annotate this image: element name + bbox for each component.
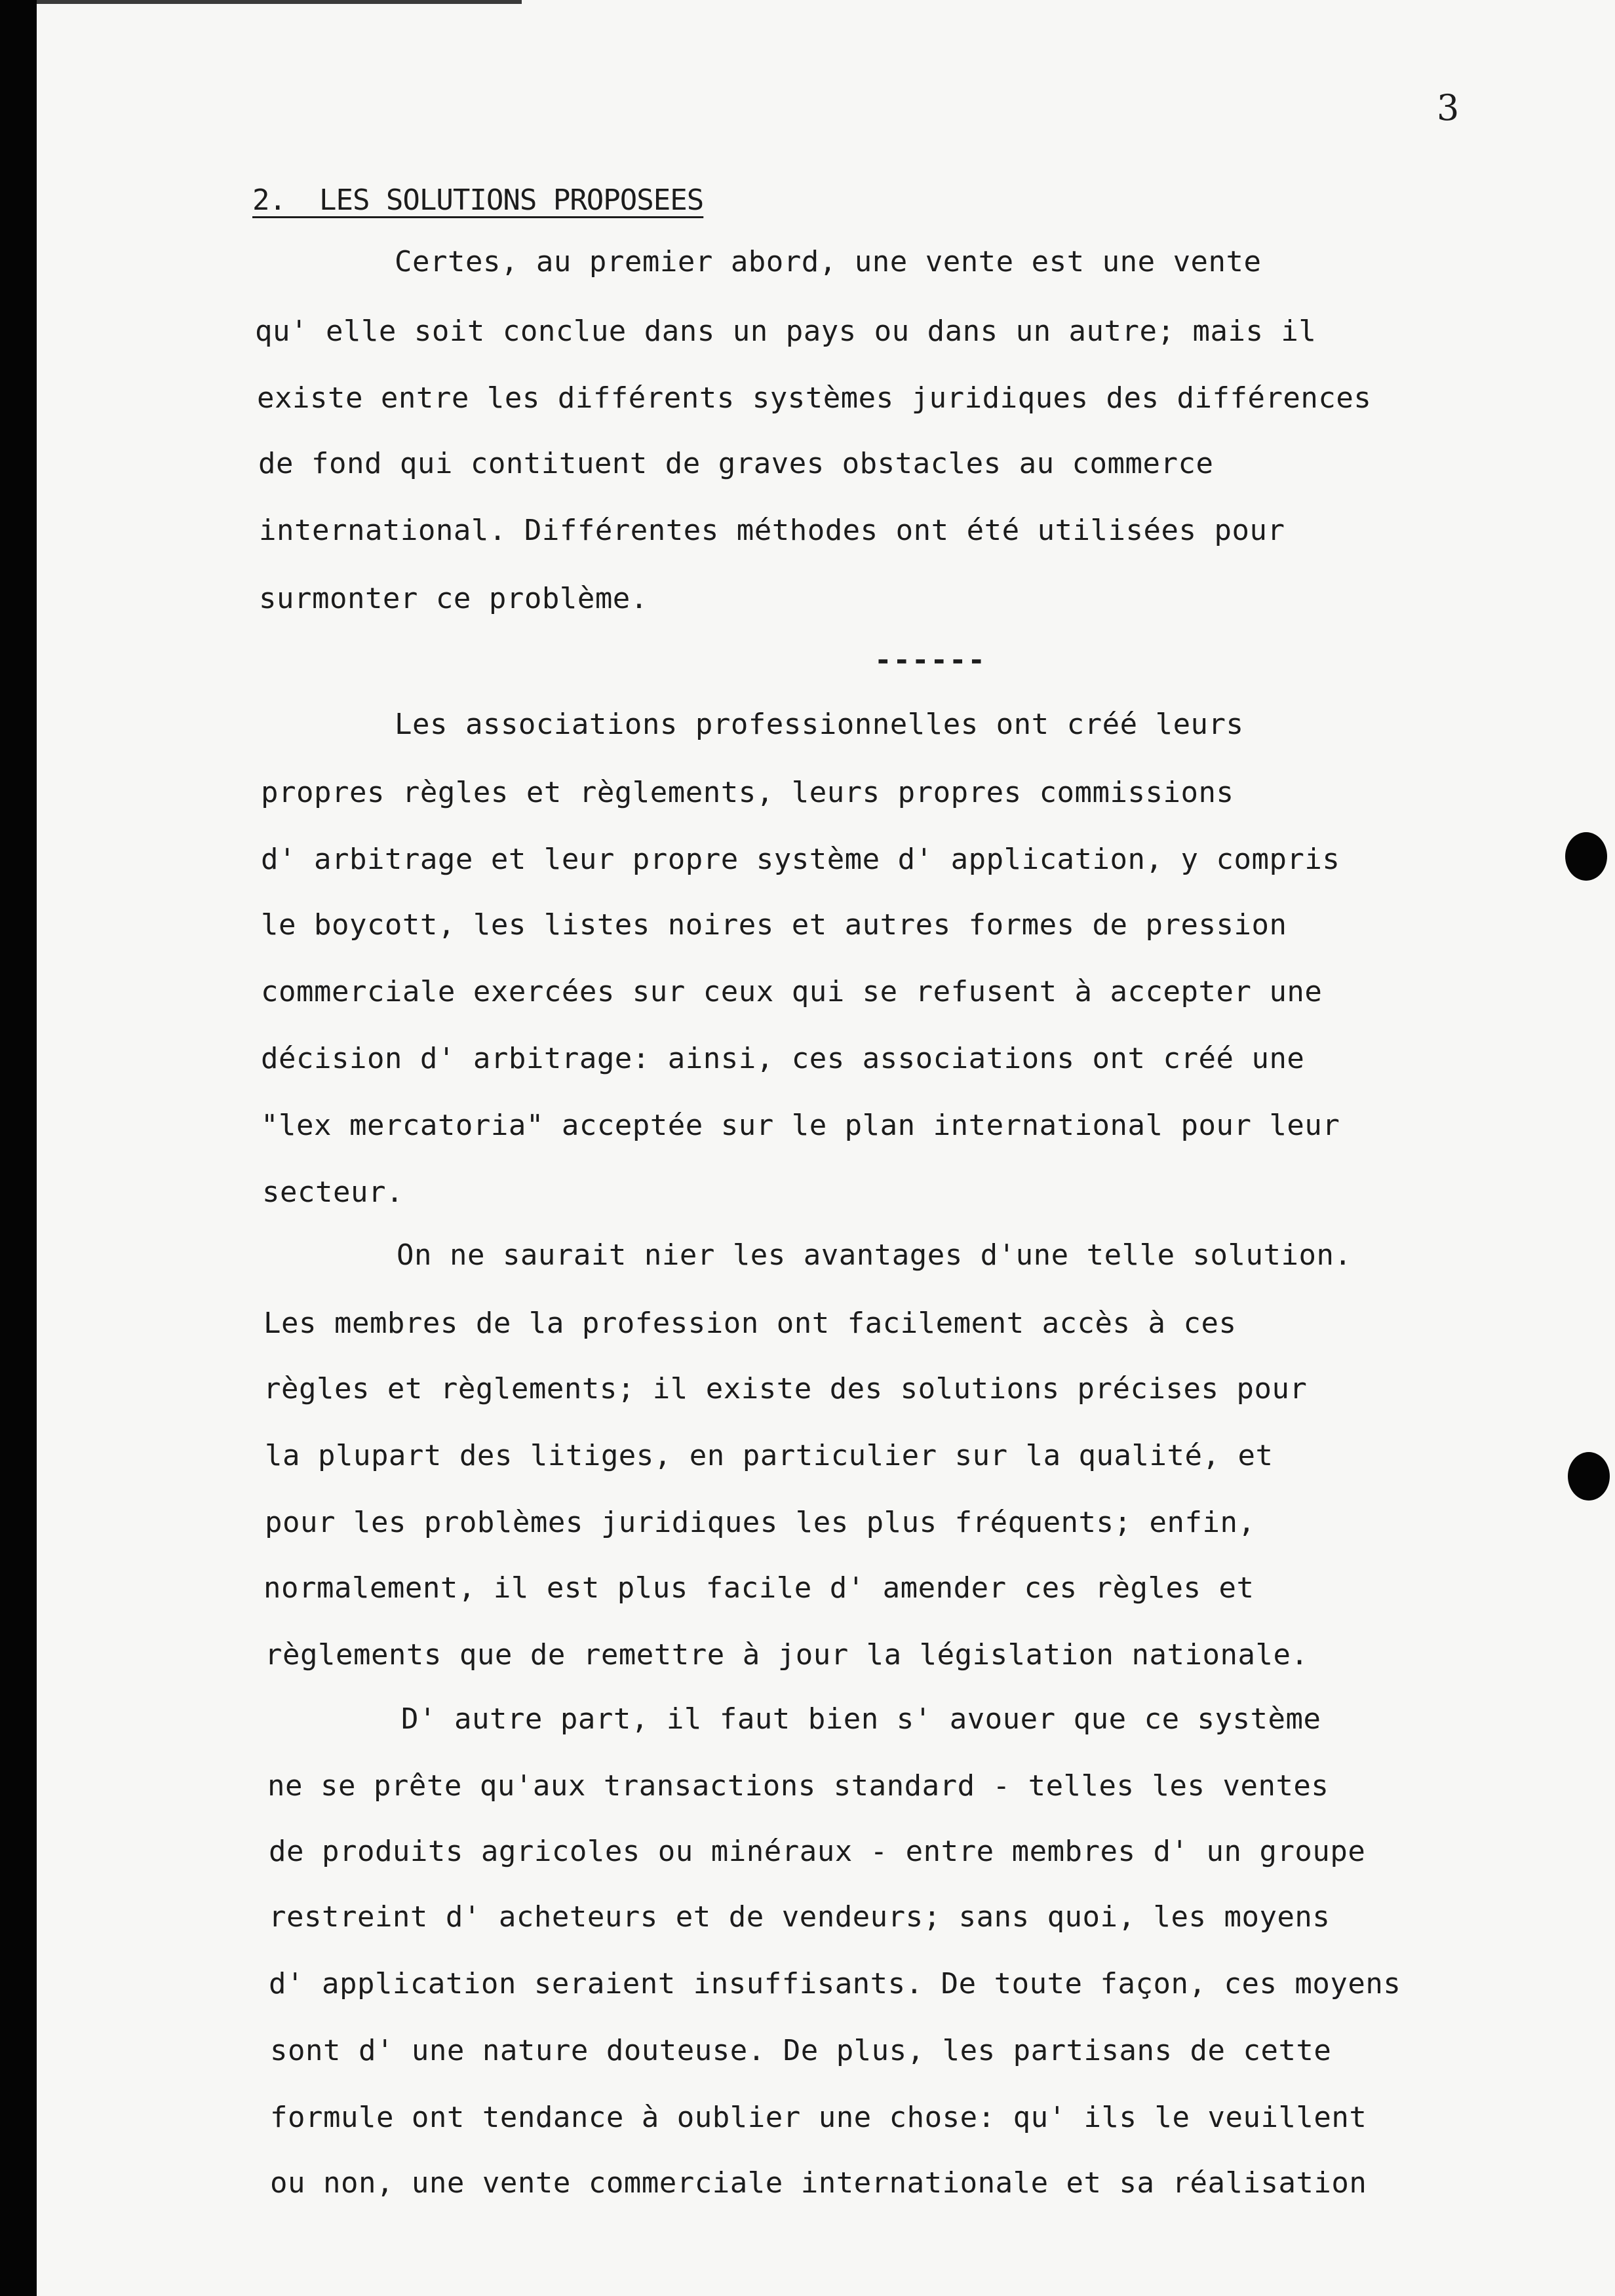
text-line: de fond qui contituent de graves obstacles au commerce <box>258 447 1214 480</box>
text-line: secteur. <box>262 1176 404 1209</box>
text-line: d' application seraient insuffisants. De toute façon, ces moyens <box>269 1967 1401 2000</box>
text-line: décision d' arbitrage: ainsi, ces associations ont créé une <box>261 1042 1305 1075</box>
text-line: Les membres de la profession ont facilement accès à ces <box>263 1307 1237 1340</box>
text-line: de produits agricoles ou minéraux - entre membres d' un groupe <box>269 1835 1366 1868</box>
section-separator: ------ <box>874 643 986 677</box>
text-line: d' arbitrage et leur propre système d' application, y compris <box>261 843 1340 876</box>
text-line: ne se prête qu'aux transactions standard - telles les ventes <box>267 1769 1329 1803</box>
scan-edge-top <box>37 0 522 4</box>
text-line: la plupart des litiges, en particulier sur la qualité, et <box>265 1439 1274 1472</box>
text-line: existe entre les différents systèmes juridiques des différences <box>257 381 1372 415</box>
text-line: On ne saurait nier les avantages d'une telle solution. <box>397 1238 1352 1272</box>
text-line: restreint d' acheteurs et de vendeurs; sans quoi, les moyens <box>269 1900 1331 1934</box>
text-line: ou non, une vente commerciale internationale et sa réalisation <box>270 2166 1367 2200</box>
text-line: international. Différentes méthodes ont été utilisées pour <box>259 514 1285 547</box>
text-line: normalement, il est plus facile d' amender ces règles et <box>263 1571 1255 1605</box>
text-line: Les associations professionnelles ont créé leurs <box>395 708 1244 741</box>
text-line: commerciale exercées sur ceux qui se refusent à accepter une <box>261 975 1323 1008</box>
text-line: le boycott, les listes noires et autres formes de pression <box>261 908 1287 942</box>
text-line: Certes, au premier abord, une vente est une vente <box>395 245 1262 278</box>
text-line: "lex mercatoria" acceptée sur le plan international pour leur <box>261 1109 1340 1142</box>
punch-hole <box>1565 832 1607 881</box>
text-line: D' autre part, il faut bien s' avouer que ce système <box>401 1702 1321 1736</box>
text-line: sont d' une nature douteuse. De plus, les partisans de cette <box>270 2034 1332 2067</box>
text-line: règlements que de remettre à jour la législation nationale. <box>265 1638 1309 1672</box>
punch-hole <box>1568 1452 1610 1501</box>
scan-edge-left <box>0 0 37 2296</box>
text-line: propres règles et règlements, leurs propres commissions <box>261 776 1234 809</box>
page-number: 3 <box>1437 87 1460 128</box>
text-line: formule ont tendance à oublier une chose: qu' ils le veuillent <box>270 2101 1367 2134</box>
text-line: pour les problèmes juridiques les plus fréquents; enfin, <box>265 1506 1256 1539</box>
text-line: surmonter ce problème. <box>259 582 648 615</box>
text-line: qu' elle soit conclue dans un pays ou dans un autre; mais il <box>255 315 1317 348</box>
text-line: règles et règlements; il existe des solutions précises pour <box>263 1372 1308 1406</box>
section-heading: 2. LES SOLUTIONS PROPOSEES <box>252 183 704 217</box>
